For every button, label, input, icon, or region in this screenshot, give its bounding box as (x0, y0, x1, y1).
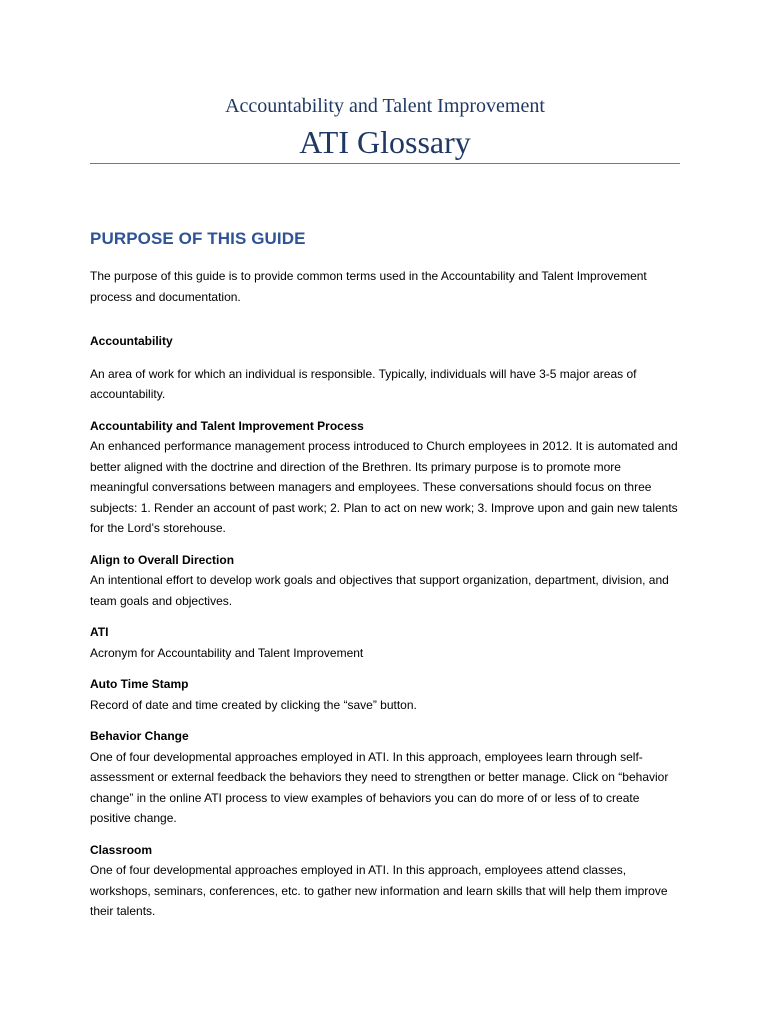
glossary-entry-ati (90, 622, 680, 663)
document-body (90, 226, 680, 933)
glossary-entry-classroom (90, 840, 680, 922)
intro-paragraph: The purpose of this guide is to provide common terms used in the Accountability and Talent Improvement process and documentation. (90, 269, 647, 304)
glossary-term: ATI (90, 625, 109, 639)
glossary-term: Behavior Change (90, 729, 189, 743)
glossary-term: Accountability (90, 334, 173, 348)
glossary-definition: An area of work for which an individual is responsible. Typically, individuals will have 3-5 major areas of accountability. (90, 366, 637, 401)
glossary-entry-accountability (90, 331, 680, 405)
glossary-term: Auto Time Stamp (90, 677, 189, 691)
document-subtitle: Accountability and Talent Improvement (225, 95, 545, 117)
glossary-definition: One of four developmental approaches employed in ATI. In this approach, employees attend classes, workshops, seminars, conferences, etc. to gather new information and learn skills that will help them improve their talents. (90, 863, 668, 918)
glossary-definition: An enhanced performance management process introduced to Church employees in 2012. It is automated and better aligned with the doctrine and direction of the Brethren. Its primary purpose is to promote more meaningful conversations between managers and employees. These conversations should focus on three subjects: 1. Render an account of past work; 2. Plan to act on new work; 3. Improve upon and gain new talents for the Lord’s storehouse. (90, 439, 678, 535)
glossary-entry-ati-process (90, 416, 680, 539)
glossary-term: Classroom (90, 842, 153, 857)
document-header (90, 92, 680, 162)
glossary-definition: Record of date and time created by clicking the “save” button. (90, 697, 417, 712)
title-divider (90, 163, 680, 164)
document-title: ATI Glossary (299, 124, 471, 160)
glossary-definition: One of four developmental approaches employed in ATI. In this approach, employees learn through self-assessment or external feedback the behaviors they need to strengthen or better manage. Click on “behavior change” in the online ATI process to view examples of behaviors you can do more of or less of to create positive change. (90, 749, 669, 825)
glossary-entry-auto-time-stamp (90, 674, 680, 715)
glossary-entry-align (90, 550, 680, 612)
glossary-definition: Acronym for Accountability and Talent Improvement (90, 645, 364, 660)
section-heading: PURPOSE OF THIS GUIDE (90, 229, 306, 248)
glossary-term: Accountability and Talent Improvement Process (90, 418, 364, 433)
glossary-entry-behavior-change (90, 726, 680, 829)
glossary-term: Align to Overall Direction (90, 552, 235, 567)
glossary-definition: An intentional effort to develop work goals and objectives that support organization, department, division, and team goals and objectives. (90, 573, 669, 608)
